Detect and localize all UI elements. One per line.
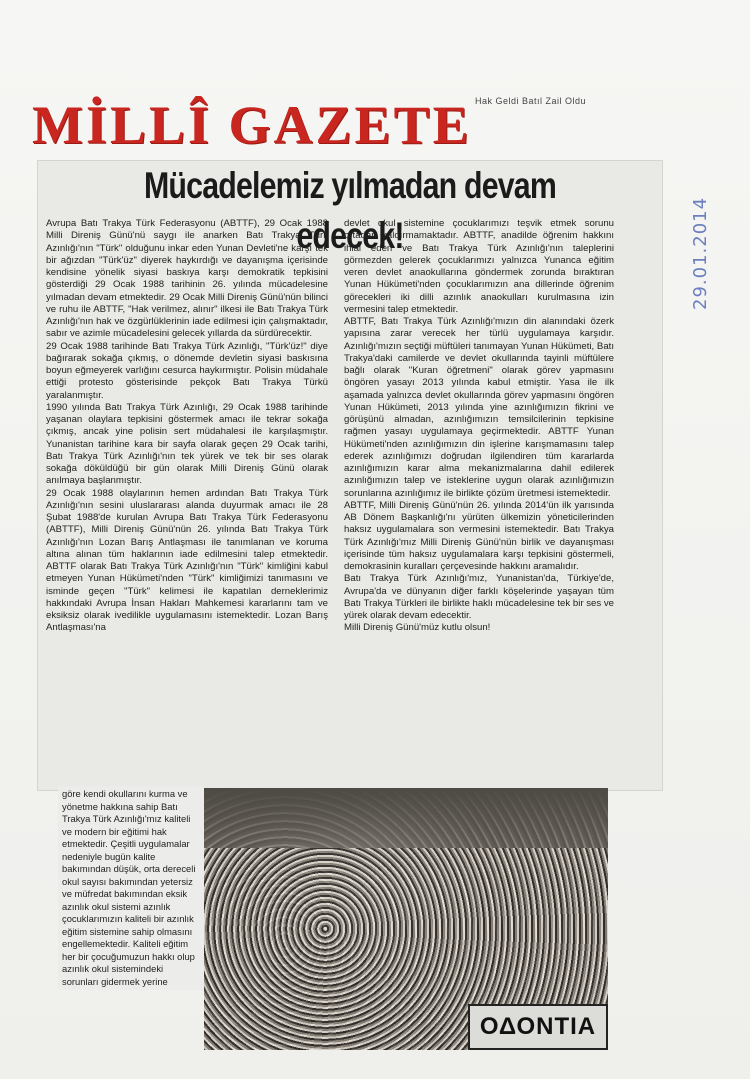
article-headline: Mücadelemiz yılmadan devam edecek! — [143, 165, 557, 256]
paragraph: 29 Ocak 1988 olaylarının hemen ardından Batı Trakya Türk Azınlığı'nın sesini uluslararası alanda duyurmak amacı ile 28 Şubat 1988'de kurulan Avrupa Batı Trakya Türk Federasyonu (ABTTF), Milli Direniş Günü'nün 26. yılında Batı Trakya Türk Azınlığı'nın Lozan Barış Antlaşması ile tanımlanan ve koruma altına alınan tüm haklarının iade edilmesini talep etmektedir. ABTTF olarak Batı Trakya Türk Azınlığı'nın "Türk" kimliğini kabul etmeyen Yunan Hükümeti'nden "Türk" kimliğimizi tanımasını ve isminde geçen "Türk" kelimesi ile kapatılan derneklerimiz hakkındaki Avrupa İnsan Hakları Mahkemesi kararlarını tam ve eksiksiz olarak ivedilikle uygulamasını istemektedir. Lozan Barış Antlaşması'na — [46, 487, 328, 634]
article-column-lower: göre kendi okullarını kurma ve yönetme hakkına sahip Batı Trakya Türk Azınlığı'mız kaliteli ve modern bir eğitimi hak etmektedir. Çeşitli uygulamalar nedeniyle bugün kalite bakımından düşük, orta dereceli okul sayısı bakımından yetersiz ve müfredat bakımından eksik azınlık okul sistemi azınlık çocuklarımızın kaliteli bir azınlık eğitim sistemine sahip olmasını engellemektedir. Kaliteli eğitim her bir çocuğumuzun hakkı olup azınlık okul sistemindeki sorunları gidermek yerine — [58, 786, 206, 990]
paragraph: Avrupa Batı Trakya Türk Federasyonu (ABTTF), 29 Ocak 1988 Milli Direniş Günü'nü saygı ile anarken Batı Trakya Türk Azınlığı'nın "Türk" olduğunu inkar eden Yunan Devleti'ne karşı tek bir ağızdan "Türk'üz" diyerek haykırdığı ve dayanışma içerisinde kendisine yönelik siyasi baskıya karşı demokratik tepkisini gösterdiği 29 Ocak 1988 tarihinin 26. yılında mücadelesine yılmadan devam etmektedir. 29 Ocak Milli Direniş Günü'nün bilinci ve ruhu ile ABTTF, "Hak verilmez, alınır" ilkesi ile Batı Trakya Türk Azınlığı'nın hak ve özgürlüklerinin iade edilmesi için çalışmaktadır, sabır ve azimle mücadelesini gelecek yıllarda da sürdürecektir. — [46, 218, 328, 340]
article-clipping — [38, 161, 662, 790]
handwritten-date — [690, 170, 750, 330]
article-column-2 — [344, 218, 614, 635]
newspaper-logo: MİLLÎ GAZETE — [32, 95, 472, 155]
protest-banner: ΟΔΟΝΤΙΑ — [468, 1004, 608, 1050]
masthead-tagline: Hak Geldi Batıl Zail Oldu — [475, 96, 587, 106]
protest-crowd-photo — [204, 788, 608, 1050]
newspaper-masthead — [32, 95, 702, 155]
paragraph: Batı Trakya Türk Azınlığı'mız, Yunanistan'da, Türkiye'de, Avrupa'da ve dünyanın diğer farklı köşelerinde yaşayan tüm Batı Trakya Türkleri ile birlikte haklı mücadelesine tek bir ses ve yürek olarak devam edecektir. — [344, 573, 614, 621]
paragraph: ABTTF, Milli Direniş Günü'nün 26. yılında 2014'ün ilk yarısında AB Dönem Başkanlığı'nı yürüten ülkemizin yöneticilerinden haksız uygulamalara son vermesini istemektedir. Batı Trakya Türk Azınlığı'mız Milli Direniş Günü'nün birlik ve dayanışması içerisinde tüm haksız uygulamalara karşı tepkisini göstermeli, demokrasinin kuralları çerçevesinde hakkını aramalıdır. — [344, 499, 614, 572]
handwritten-date-text: 29.01.2014 — [690, 196, 711, 310]
article-column-1 — [46, 218, 328, 635]
paragraph: 29 Ocak 1988 tarihinde Batı Trakya Türk Azınlığı, "Türk'üz!" diye bağırarak sokağa çıkmış, o dönemde devletin siyasi baskısına boyun eğmeyerek varlığını cesurca haykırmıştır. Polisin müdahale ettiği protesto gösterisinde pekçok Batı Trakya Türkü yaralanmıştır. — [46, 340, 328, 401]
paragraph: ABTTF, Batı Trakya Türk Azınlığı'mızın din alanındaki özerk yapısına zarar verecek her türlü uygulamaya karşıdır. Azınlığı'mızın seçtiği müftüleri tanımayan Yunan Hükümeti, Batı Trakya'daki camilerde ve devlet okullarında tayinli müftülere bağlı olarak "Kuran öğretmeni" olarak görev yapmasını öngören yasayı 2013 yılında kabul etmiştir. Yasa ile ilk aşamada yalnızca devlet okullarında görev yapmasını öngören Yunan Hükümeti, 2013 yılında yine azınlığımızın fikrini ve görüşünü almadan, azınlığımızın temsilcilerinin tepkisine rağmen yasayı uygulamaya geçirmektedir. ABTTF Yunan Hükümeti'nden azınlığımızın din işlerine karışmamasını talep ederek azınlığımızı doğrudan ilgilendiren tüm kararlarda azınlığımızın karar alma mekanizmalarına dahil edilerek azınlığımızın talep ve isteklerine uygun olarak azınlığımızın sorunlarına azınlığımız ile birlikte çözüm üretmesi istemektedir. — [344, 316, 614, 499]
paragraph: 1990 yılında Batı Trakya Türk Azınlığı, 29 Ocak 1988 tarihinde yaşanan olaylara tepkisini göstermek amacı ile tekrar sokağa çıkmış, ancak yine polisin sert müdahalesi ile karşılaşmıştır. Yunanistan tarihine kara bir sayfa olarak geçen 29 Ocak tarihi, Batı Trakya Türk Azınlığı'nın tek yürek ve tek bir ses olarak sokağa döküldüğü bir gün olarak Milli Direniş Günü olarak anılmaya başlanmıştır. — [46, 401, 328, 487]
paragraph: devlet okul sistemine çocuklarımızı teşvik etmek sorunu ortadan kaldırmamaktadır. ABTTF, anadilde öğrenim hakkını ihlal eden ve Batı Trakya Türk Azınlığı'nın taleplerini görmezden gelerek çocuklarımızı yalnızca Yunanca eğitim veren devlet anaokullarına göndermek zorunda bıraktıran Yunan Hükümeti'nden çocuklarımızın ana dillerinde öğrenim görecekleri iki dilli azınlık anaokulları kurulmasına izin vermesini talep etmektedir. — [344, 218, 614, 315]
closing-line: Milli Direniş Günü'müz kutlu olsun! — [344, 622, 491, 634]
